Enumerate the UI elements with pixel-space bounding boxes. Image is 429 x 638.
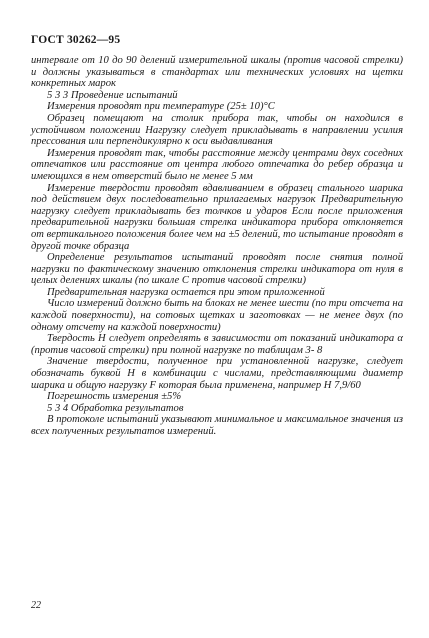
paragraph-hardness-tables: Твердость Н следует определять в зависимости от показаний индикатора α (против часовой стрелки) при полной нагрузке по таблицам 3- 8 bbox=[31, 333, 403, 356]
paragraph-distance: Измерения проводят так, чтобы расстояние между центрами двух соседних отпечатков или расстояние от центра любого отпечатка до ребер образца и имеющихся в нем отверстий было не менее 5 мм bbox=[31, 147, 403, 182]
document-code-header: ГОСТ 30262—95 bbox=[31, 34, 121, 46]
paragraph-number-of-measurements: Число измерений должно быть на блоках не менее шести (по три отсчета на каждой поверхности), на сотовых щетках и заготовках — не менее двух (по одному отсчету на каждой поверхности) bbox=[31, 298, 403, 333]
paragraph-preload: Предварительная нагрузка остается при этом приложенной bbox=[47, 286, 325, 298]
paragraph-results-determination: Определение результатов испытаний проводят после снятия полной нагрузки по фактическому значению отклонения стрелки индикатора от нуля в целых делениях шкалы (по шкале С против часовой стрелки) bbox=[31, 252, 403, 287]
paragraph-sample-placement: Образец помещают на столик прибора так, чтобы он находился в устойчивом положении Нагрузку следует прикладывать в направлении усилия прессования или перпендикулярно к оси выдавливания bbox=[31, 112, 403, 148]
section-heading-534: 5 3 4 Обработка результатов bbox=[47, 402, 184, 414]
page-number: 22 bbox=[31, 600, 41, 611]
paragraph-hardness-measurement: Измерение твердости проводят вдавливанием в образец стального шарика под действием двух последовательно прилагаемых нагрузок Предварительную нагрузку следует прикладывать без толчков и ударов Если после приложения предварительной нагрузки большая стрелка индикатора прибора отклоняется от вертикального положения более чем на ±5 делений, то испытание проводят в другой точке образца bbox=[31, 182, 403, 252]
section-heading-533: 5 3 3 Проведение испытаний bbox=[47, 89, 178, 101]
document-body bbox=[31, 55, 403, 438]
paragraph-error: Погрешность измерения ±5% bbox=[47, 391, 182, 403]
paragraph-hardness-notation: Значение твердости, полученное при установленной нагрузке, следует обозначать буквой Н в комбинации с числами, представляющими диаметр шарика и общую нагрузку F которая была применена, например Н 7,9/60 bbox=[31, 356, 403, 391]
paragraph-protocol: В протоколе испытаний указывают минимальное и максимальное значения из всех полученных результатов измерений. bbox=[31, 414, 403, 437]
paragraph-temperature: Измерения проводят при температуре (25± 10)°С bbox=[47, 101, 275, 113]
paragraph-continuation: интервале от 10 до 90 делений измерительной шкалы (против часовой стрелки) и должны указываться в стандартах или технических условиях на щетки конкретных марок bbox=[31, 55, 403, 90]
